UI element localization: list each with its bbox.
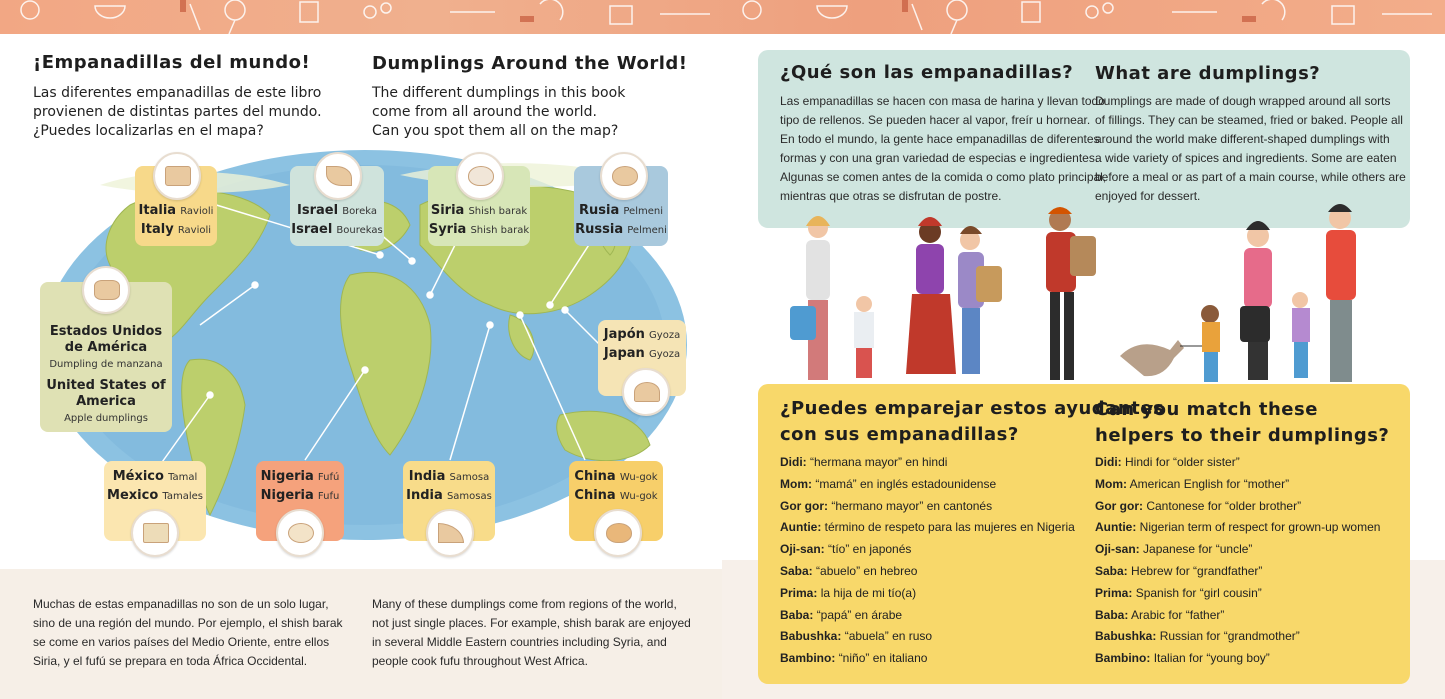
glossary-definition: Italian for “young boy”: [1153, 651, 1270, 666]
helpers-illustration: [780, 196, 1400, 396]
glossary-entry: [780, 452, 1075, 474]
glossary-definition: “abuela” en ruso: [844, 629, 933, 644]
glossary-term: Oji-san:: [780, 542, 825, 557]
es-what-line: Las empanadillas se hacen con masa de harina y llevan todo: [780, 94, 1105, 108]
country-label: Japan: [603, 346, 645, 361]
es-intro-line: ¿Puedes localizarlas en el mapa?: [33, 123, 264, 139]
dish-label: Pelmeni: [627, 225, 667, 236]
dish-label: Gyoza: [649, 330, 681, 341]
country-label: Japón: [603, 327, 645, 342]
glossary-term: Mom:: [780, 476, 812, 491]
glossary-definition: “abuelo” en hebreo: [816, 563, 918, 578]
es-what-title: ¿Qué son las empanadillas?: [780, 62, 1074, 83]
glossary-definition: “niño” en italiano: [838, 651, 928, 666]
glossary-entry: [780, 605, 1075, 627]
country-label: India: [406, 488, 443, 503]
es-region-note: [33, 595, 343, 671]
country-label: China: [574, 488, 616, 503]
glossary-definition: Hindi for “older sister”: [1125, 455, 1240, 469]
en-intro-line: The different dumplings in this book: [372, 85, 626, 101]
glossary-entry: [780, 583, 1075, 605]
en-what-title: What are dumplings?: [1095, 63, 1321, 84]
en-intro-line: come from all around the world.: [372, 104, 597, 120]
kitchen-utensils-banner: [0, 0, 1445, 34]
es-region-note-line: Siria, y el fufú se prepara en toda África Occidental.: [33, 654, 308, 668]
en-region-note: [372, 595, 691, 671]
es-title: ¡Empanadillas del mundo!: [33, 52, 311, 73]
dish-label: Ravioli: [177, 225, 212, 236]
glossary-definition: Spanish for “girl cousin”: [1135, 585, 1262, 600]
glossary-entry: [780, 561, 1075, 583]
gyoza-icon: [622, 368, 670, 416]
glossary-definition: “tío” en japonés: [828, 542, 912, 557]
en-title: Dumplings Around the World!: [372, 53, 688, 74]
en-intro: [372, 84, 625, 141]
glossary-term: Saba:: [780, 563, 813, 578]
dish-label: Dumpling de manzana: [49, 359, 163, 370]
country-label: Rusia: [579, 203, 620, 218]
glossary-definition: Cantonese for “older brother”: [1146, 498, 1302, 513]
glossary-definition: término de respeto para las mujeres en Nigeria: [824, 520, 1075, 535]
samosa-icon: [426, 509, 474, 557]
en-match-title: [1095, 397, 1389, 449]
dish-label: Gyoza: [648, 349, 681, 360]
en-region-note-line: not just single places. For example, shish barak are enjoyed: [372, 616, 691, 630]
country-label: Estados Unidos de América: [49, 324, 163, 355]
glossary-term: Gor gor:: [780, 498, 828, 513]
dish-label: Shish barak: [470, 225, 530, 236]
glossary-definition: Nigerian term of respect for grown-up women: [1139, 520, 1381, 535]
es-intro: [33, 84, 322, 141]
dish-label: Boreka: [342, 206, 377, 217]
country-label: Israel: [291, 222, 333, 237]
glossary-entry: [780, 626, 1075, 648]
dish-label: Fufú: [317, 472, 340, 483]
en-region-note-line: in several Middle Eastern countries including Syria, and: [372, 635, 667, 649]
glossary-definition: Hebrew for “grandfather”: [1131, 563, 1263, 578]
glossary-entry: [1095, 517, 1380, 539]
en-glossary: [1095, 452, 1380, 670]
es-what-line: tipo de rellenos. Se pueden hacer al vapor, freír u hornear.: [780, 113, 1091, 127]
dish-label: Fufu: [317, 491, 340, 502]
es-region-note-line: se come en varios países del Medio Oriente, entre ellos: [33, 635, 330, 649]
es-what-line: En todo el mundo, la gente hace empanadillas de diferentes: [780, 132, 1100, 146]
es-region-note-line: sino de una región del mundo. Por ejemplo, el shish barak: [33, 616, 343, 630]
en-what-line: before a meal or as part of a main course, while others are: [1095, 170, 1406, 184]
fufu-icon: [276, 509, 324, 557]
glossary-entry: [780, 517, 1075, 539]
glossary-term: Didi:: [1095, 455, 1122, 469]
dish-label: Bourekas: [336, 225, 383, 236]
tamal-icon: [131, 509, 179, 557]
glossary-entry: [1095, 474, 1380, 496]
country-label: Russia: [575, 222, 624, 237]
dish-label: Apple dumplings: [64, 413, 148, 424]
glossary-term: Didi:: [780, 455, 807, 469]
dish-label: Tamal: [168, 472, 198, 483]
country-label: México: [112, 469, 164, 484]
glossary-entry: [1095, 452, 1380, 474]
glossary-entry: [1095, 626, 1380, 648]
country-label: Nigeria: [260, 488, 314, 503]
en-what-line: enjoyed for dessert.: [1095, 189, 1201, 203]
es-what-line: formas y con una gran variedad de especias e ingredientes.: [780, 151, 1099, 165]
pelmeni-icon: [600, 152, 648, 200]
en-match-title-line: Can you match these: [1095, 399, 1318, 420]
en-match-title-line: helpers to their dumplings?: [1095, 425, 1390, 446]
glossary-term: Baba:: [780, 607, 814, 622]
glossary-definition: Arabic for “father”: [1131, 607, 1225, 622]
glossary-definition: Russian for “grandmother”: [1159, 629, 1300, 644]
dish-label: Wu-gok: [619, 491, 658, 502]
country-label: Siria: [430, 203, 465, 218]
glossary-entry: [1095, 496, 1380, 518]
es-intro-line: Las diferentes empanadillas de este libro: [33, 85, 322, 101]
glossary-term: Mom:: [1095, 476, 1127, 491]
country-label: Italia: [138, 203, 177, 218]
dish-label: Pelmeni: [623, 206, 663, 217]
en-intro-line: Can you spot them all on the map?: [372, 123, 619, 139]
dish-label: Shish barak: [468, 206, 528, 217]
en-region-note-line: Many of these dumplings come from regions of the world,: [372, 597, 677, 611]
glossary-entry: [1095, 648, 1380, 670]
ravioli-icon: [153, 152, 201, 200]
glossary-entry: [780, 648, 1075, 670]
glossary-term: Oji-san:: [1095, 542, 1140, 557]
glossary-definition: la hija de mi tío(a): [820, 585, 917, 600]
glossary-entry: [1095, 605, 1380, 627]
glossary-term: Prima:: [780, 585, 818, 600]
dish-label: Wu-gok: [619, 472, 658, 483]
dish-label: Ravioli: [180, 206, 214, 217]
en-what-line: a wide variety of spices and ingredients. Some are eaten: [1095, 151, 1397, 165]
en-what-line: around the world make different-shaped dumplings with: [1095, 132, 1390, 146]
es-match-title-line: con sus empanadillas?: [780, 424, 1019, 445]
glossary-entry: [1095, 539, 1380, 561]
glossary-term: Gor gor:: [1095, 498, 1143, 513]
country-label: Mexico: [107, 488, 159, 503]
country-label: India: [408, 469, 446, 484]
en-what-body: [1095, 92, 1406, 206]
glossary-definition: “mamá” en inglés estadounidense: [815, 476, 997, 491]
en-region-note-line: people cook fufu throughout West Africa.: [372, 654, 588, 668]
country-label: China: [574, 469, 616, 484]
glossary-entry: [1095, 583, 1380, 605]
boreka-icon: [314, 152, 362, 200]
es-intro-line: provienen de distintas partes del mundo.: [33, 104, 322, 120]
es-what-line: mientras que otras se disfrutan de postre.: [780, 189, 1002, 203]
dish-label: Tamales: [162, 491, 203, 502]
glossary-entry: [780, 539, 1075, 561]
glossary-term: Babushka:: [780, 629, 842, 644]
es-what-line: Algunas se comen antes de la comida o como plato principal,: [780, 170, 1107, 184]
glossary-definition: Japanese for “uncle”: [1143, 542, 1253, 557]
wu-gok-icon: [594, 509, 642, 557]
glossary-term: Babushka:: [1095, 629, 1157, 644]
glossary-term: Prima:: [1095, 585, 1133, 600]
glossary-definition: American English for “mother”: [1129, 476, 1290, 491]
es-match-title-line: ¿Puedes emparejar estos ayudantes: [780, 398, 1165, 419]
es-region-note-line: Muchas de estas empanadillas no son de un solo lugar,: [33, 597, 329, 611]
glossary-term: Auntie:: [780, 520, 822, 535]
country-label: Italy: [140, 222, 174, 237]
glossary-definition: “papá” en árabe: [816, 607, 903, 622]
glossary-definition: “hermano mayor” en cantonés: [831, 498, 993, 513]
es-glossary: [780, 452, 1075, 670]
dish-label: Samosas: [446, 491, 492, 502]
glossary-term: Baba:: [1095, 607, 1129, 622]
dish-label: Samosa: [449, 472, 490, 483]
glossary-term: Bambino:: [1095, 651, 1151, 666]
glossary-entry: [1095, 561, 1380, 583]
country-label: Nigeria: [260, 469, 314, 484]
country-label: Israel: [297, 203, 339, 218]
country-label: United States of America: [46, 378, 166, 409]
apple-dumpling-icon: [82, 266, 130, 314]
en-what-line: Dumplings are made of dough wrapped around all sorts: [1095, 94, 1391, 108]
en-what-line: of fillings. They can be steamed, fried or baked. People all: [1095, 113, 1403, 127]
es-what-body: [780, 92, 1106, 206]
glossary-entry: [780, 474, 1075, 496]
glossary-term: Bambino:: [780, 651, 836, 666]
country-label: Syria: [428, 222, 467, 237]
glossary-entry: [780, 496, 1075, 518]
glossary-term: Saba:: [1095, 563, 1128, 578]
shish-barak-icon: [456, 152, 504, 200]
glossary-definition: “hermana mayor” en hindi: [810, 455, 948, 469]
glossary-term: Auntie:: [1095, 520, 1137, 535]
